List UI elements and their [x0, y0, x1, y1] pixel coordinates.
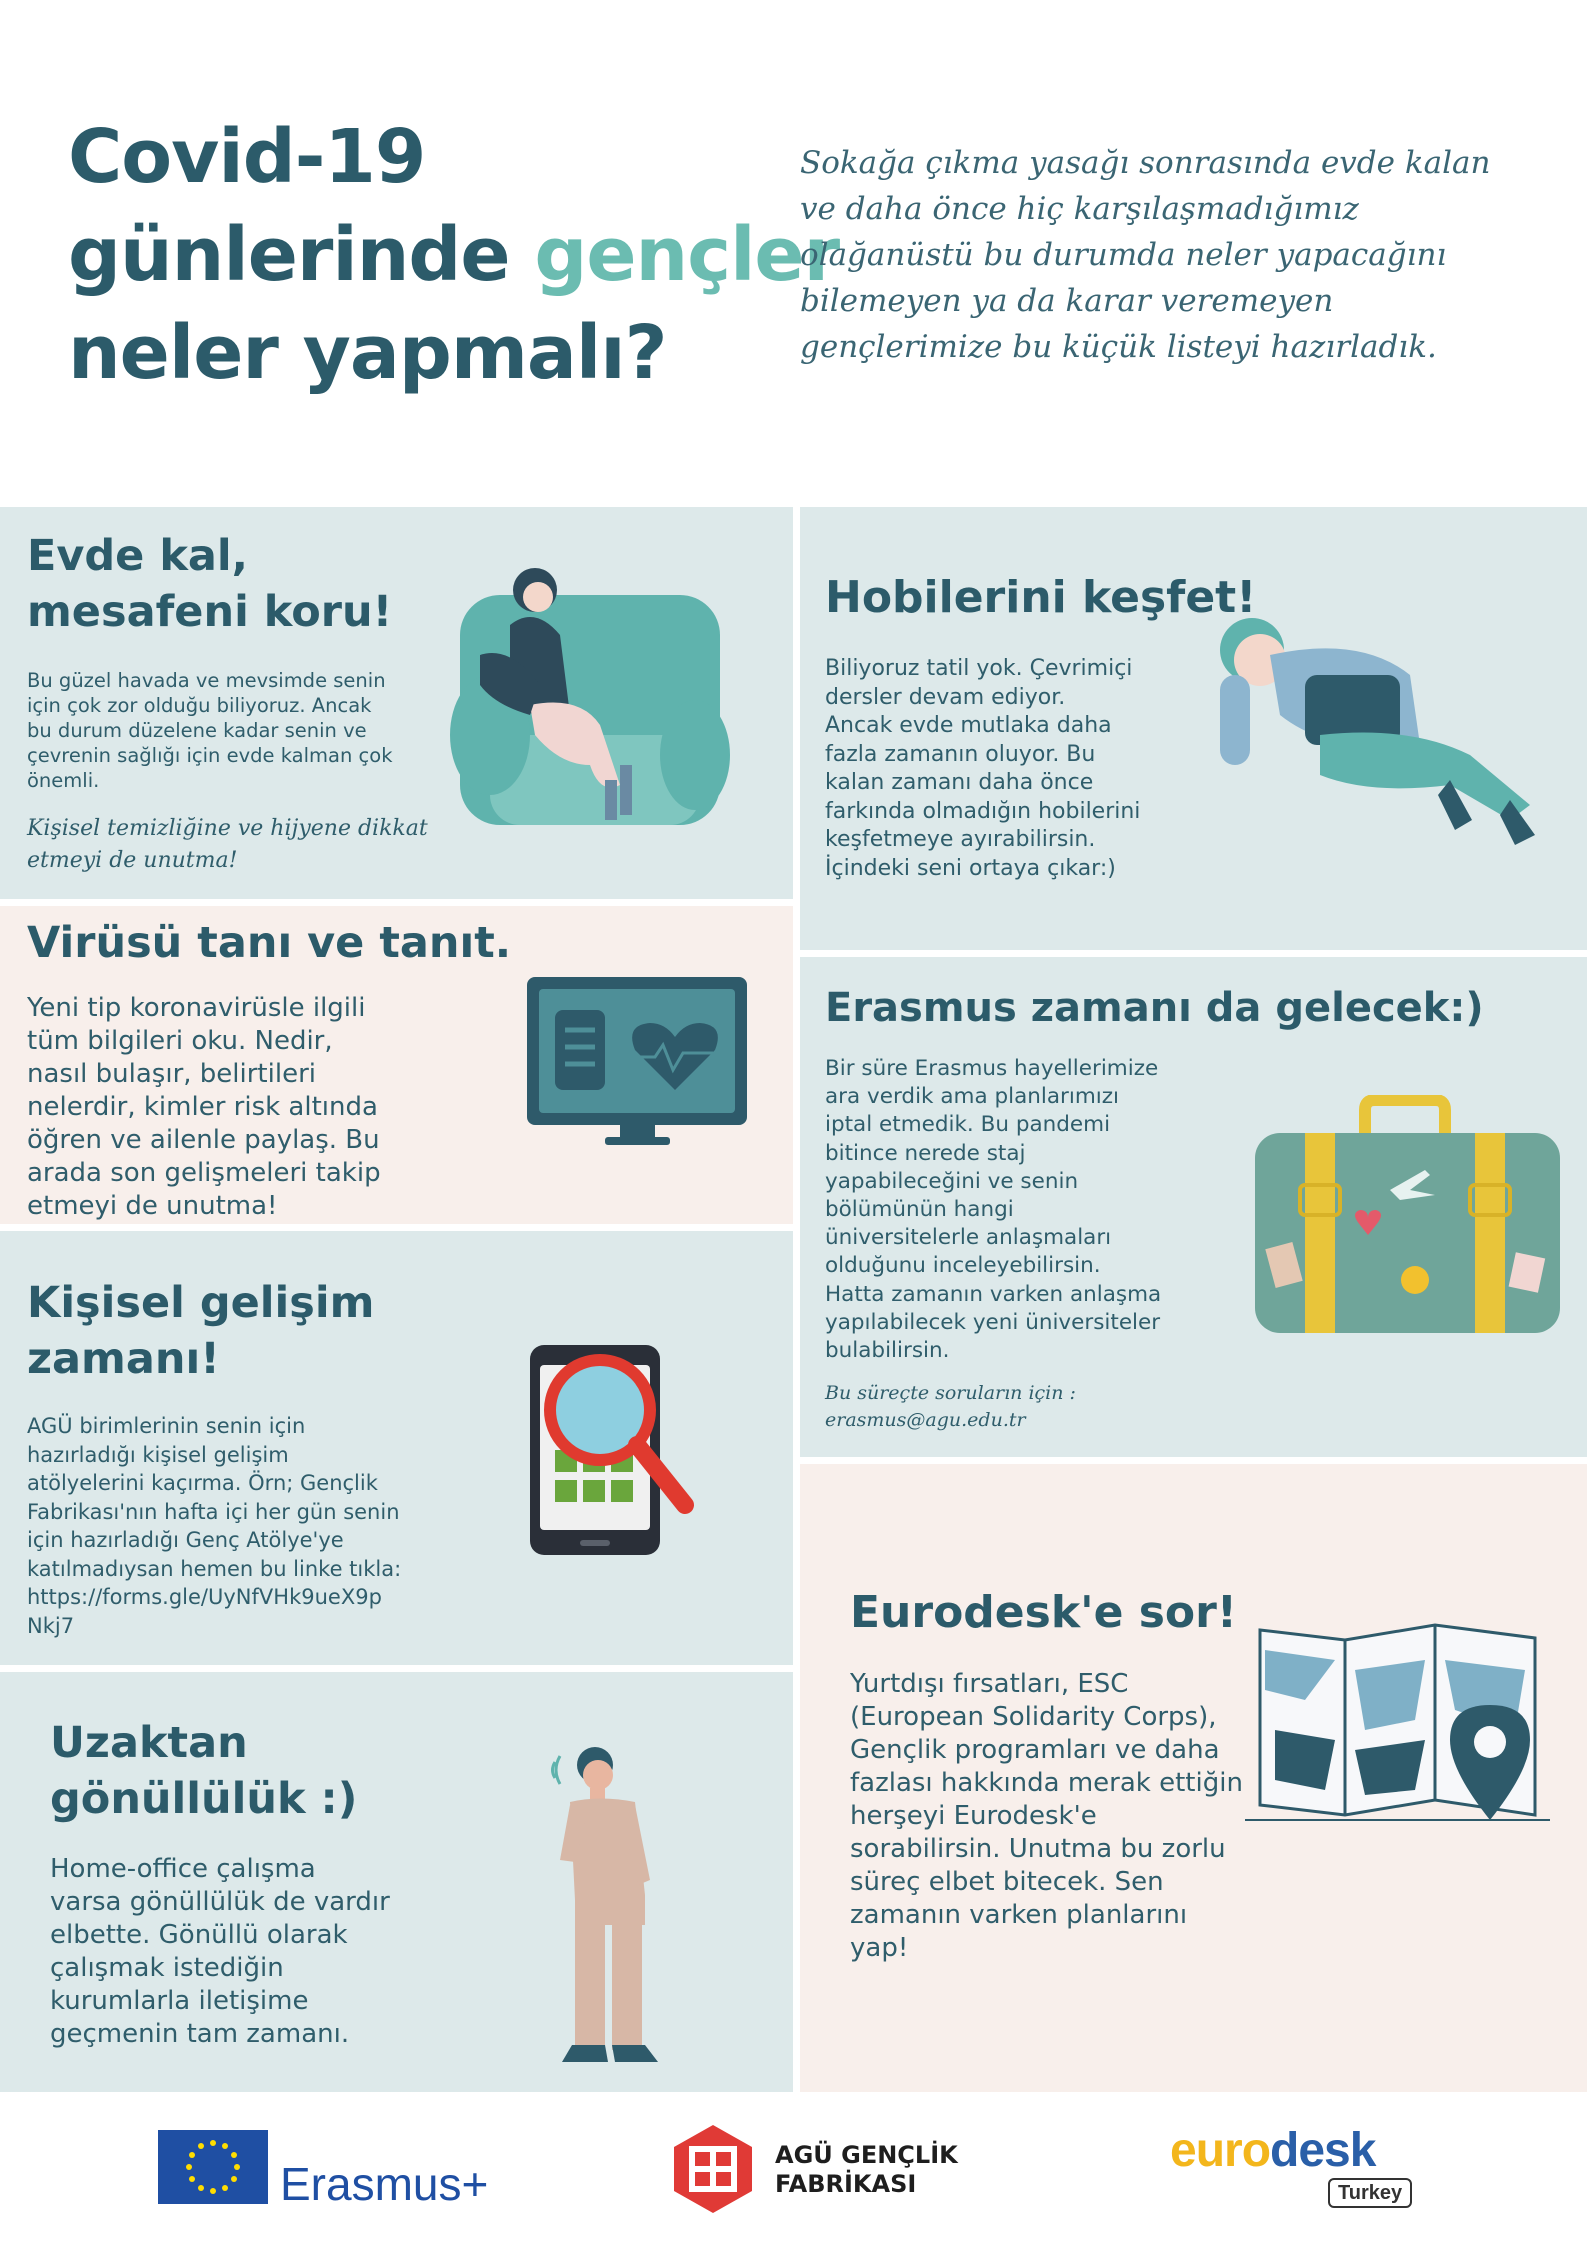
eurodesk-title: Eurodesk'e sor! — [850, 1587, 1237, 1638]
map-pin-illustration — [1245, 1620, 1550, 1830]
agu-logo-text — [775, 2141, 958, 2199]
erasmus-title: Erasmus zamanı da gelecek:) — [825, 985, 1484, 1031]
title-line-2: günlerinde — [68, 212, 535, 298]
eurodesk-logo — [1170, 2125, 1375, 2177]
evde-kal-note: Kişisel temizliğine ve hijyene dikkat etmeyi de unutma! — [27, 816, 428, 873]
title-line-3: neler yapmalı? — [68, 310, 667, 396]
eu-flag-logo — [158, 2130, 268, 2204]
intro-text: Sokağa çıkma yasağı sonrasında evde kalan ve daha önce hiç karşılaşmadığımız olağanüstü bu durumda neler yapacağını bilemeyen ya da karar veremeyen gençlerimize bu küçük listeyi hazırladık. — [800, 145, 1491, 365]
hobiler-title: Hobilerini keşfet! — [825, 572, 1257, 623]
kisisel-body: AGÜ birimlerinin senin için hazırladığı kişisel gelişim atölyelerini kaçırma. Örn; Gençlik Fabrikası'nın hafta içi her gün senin için hazırladığı Genç Atölye'ye katılmadıysan hemen bu linke tıkla: https://forms.gle/UyNfVHk9ueX9p Nkj7 — [27, 1414, 402, 1638]
kisisel-title: Kişisel gelişim zamanı! — [27, 1278, 375, 1384]
agu-logo-line-1: AGÜ GENÇLİK — [775, 2141, 958, 2169]
title-highlight: gençler — [534, 212, 840, 298]
eurodesk-logo-desk: desk — [1270, 2124, 1376, 2177]
agu-logo-icon — [672, 2123, 754, 2215]
eurodesk-body: Yurtdışı fırsatları, ESC (European Solidarity Corps), Gençlik programları ve daha fazlası hakkında merak ettiğin herşeyi Eurodesk'e sorabilirsin. Unutma bu zorlu süreç elbet bitecek. Sen zamanın varken planlarını yap! — [850, 1669, 1243, 1963]
eurodesk-country-badge: Turkey — [1328, 2178, 1412, 2208]
woman-on-armchair-illustration — [450, 565, 730, 835]
hobiler-body: Biliyoruz tatil yok. Çevrimiçi dersler devam ediyor. Ancak evde mutlaka daha fazla zamanın oluyor. Bu kalan zamanı daha önce farkında olmadığın hobilerini keşfetmeye ayırabilirsin. İçindeki seni ortaya çıkar:) — [825, 656, 1141, 881]
uzaktan-title: Uzaktan gönüllülük :) — [50, 1718, 358, 1824]
man-on-phone-illustration — [550, 1740, 670, 2080]
lying-person-illustration — [1210, 605, 1550, 865]
eurodesk-logo-euro: euro — [1170, 2124, 1271, 2177]
suitcase-illustration — [1250, 1095, 1565, 1340]
evde-kal-title: Evde kal, mesafeni koru! — [27, 531, 393, 637]
phone-magnifier-illustration — [525, 1340, 700, 1560]
eu-stars-icon — [158, 2130, 268, 2204]
agu-logo-line-2: FABRİKASI — [775, 2170, 917, 2198]
virus-title: Virüsü tanı ve tanıt. — [27, 918, 512, 968]
monitor-heart-illustration — [525, 975, 750, 1150]
erasmus-note: Bu süreçte soruların için : erasmus@agu.edu.tr — [825, 1382, 1076, 1431]
uzaktan-body: Home-office çalışma varsa gönüllülük de vardır elbette. Gönüllü olarak çalışmak istediğin kurumlarla iletişime geçmenin tam zamanı. — [50, 1854, 390, 2049]
virus-body: Yeni tip koronavirüsle ilgili tüm bilgileri oku. Nedir, nasıl bulaşır, belirtileri nelerdir, kimler risk altında öğren ve ailenle paylaş. Bu arada son gelişmeleri takip etmeyi de unutma! — [27, 993, 381, 1221]
erasmus-plus-logo-text: Erasmus+ — [280, 2158, 489, 2210]
evde-kal-body: Bu güzel havada ve mevsimde senin için çok zor olduğu biliyoruz. Ancak bu durum düzelene kadar senin ve çevrenin sağlığı için evde kalman çok önemli. — [27, 669, 393, 792]
title-line-1: Covid-19 — [68, 114, 426, 200]
page-title — [68, 108, 839, 402]
erasmus-body: Bir süre Erasmus hayellerimize ara verdik ama planlarımızı iptal etmedik. Bu pandemi bitince nerede staj yapabileceğini ve senin bölümünün hangi üniversitelerle anlaşmaları olduğunu inceleyebilirsin. Hatta zamanın varken anlaşma yapılabilecek yeni üniversiteler bulabilirsin. — [825, 1056, 1162, 1364]
